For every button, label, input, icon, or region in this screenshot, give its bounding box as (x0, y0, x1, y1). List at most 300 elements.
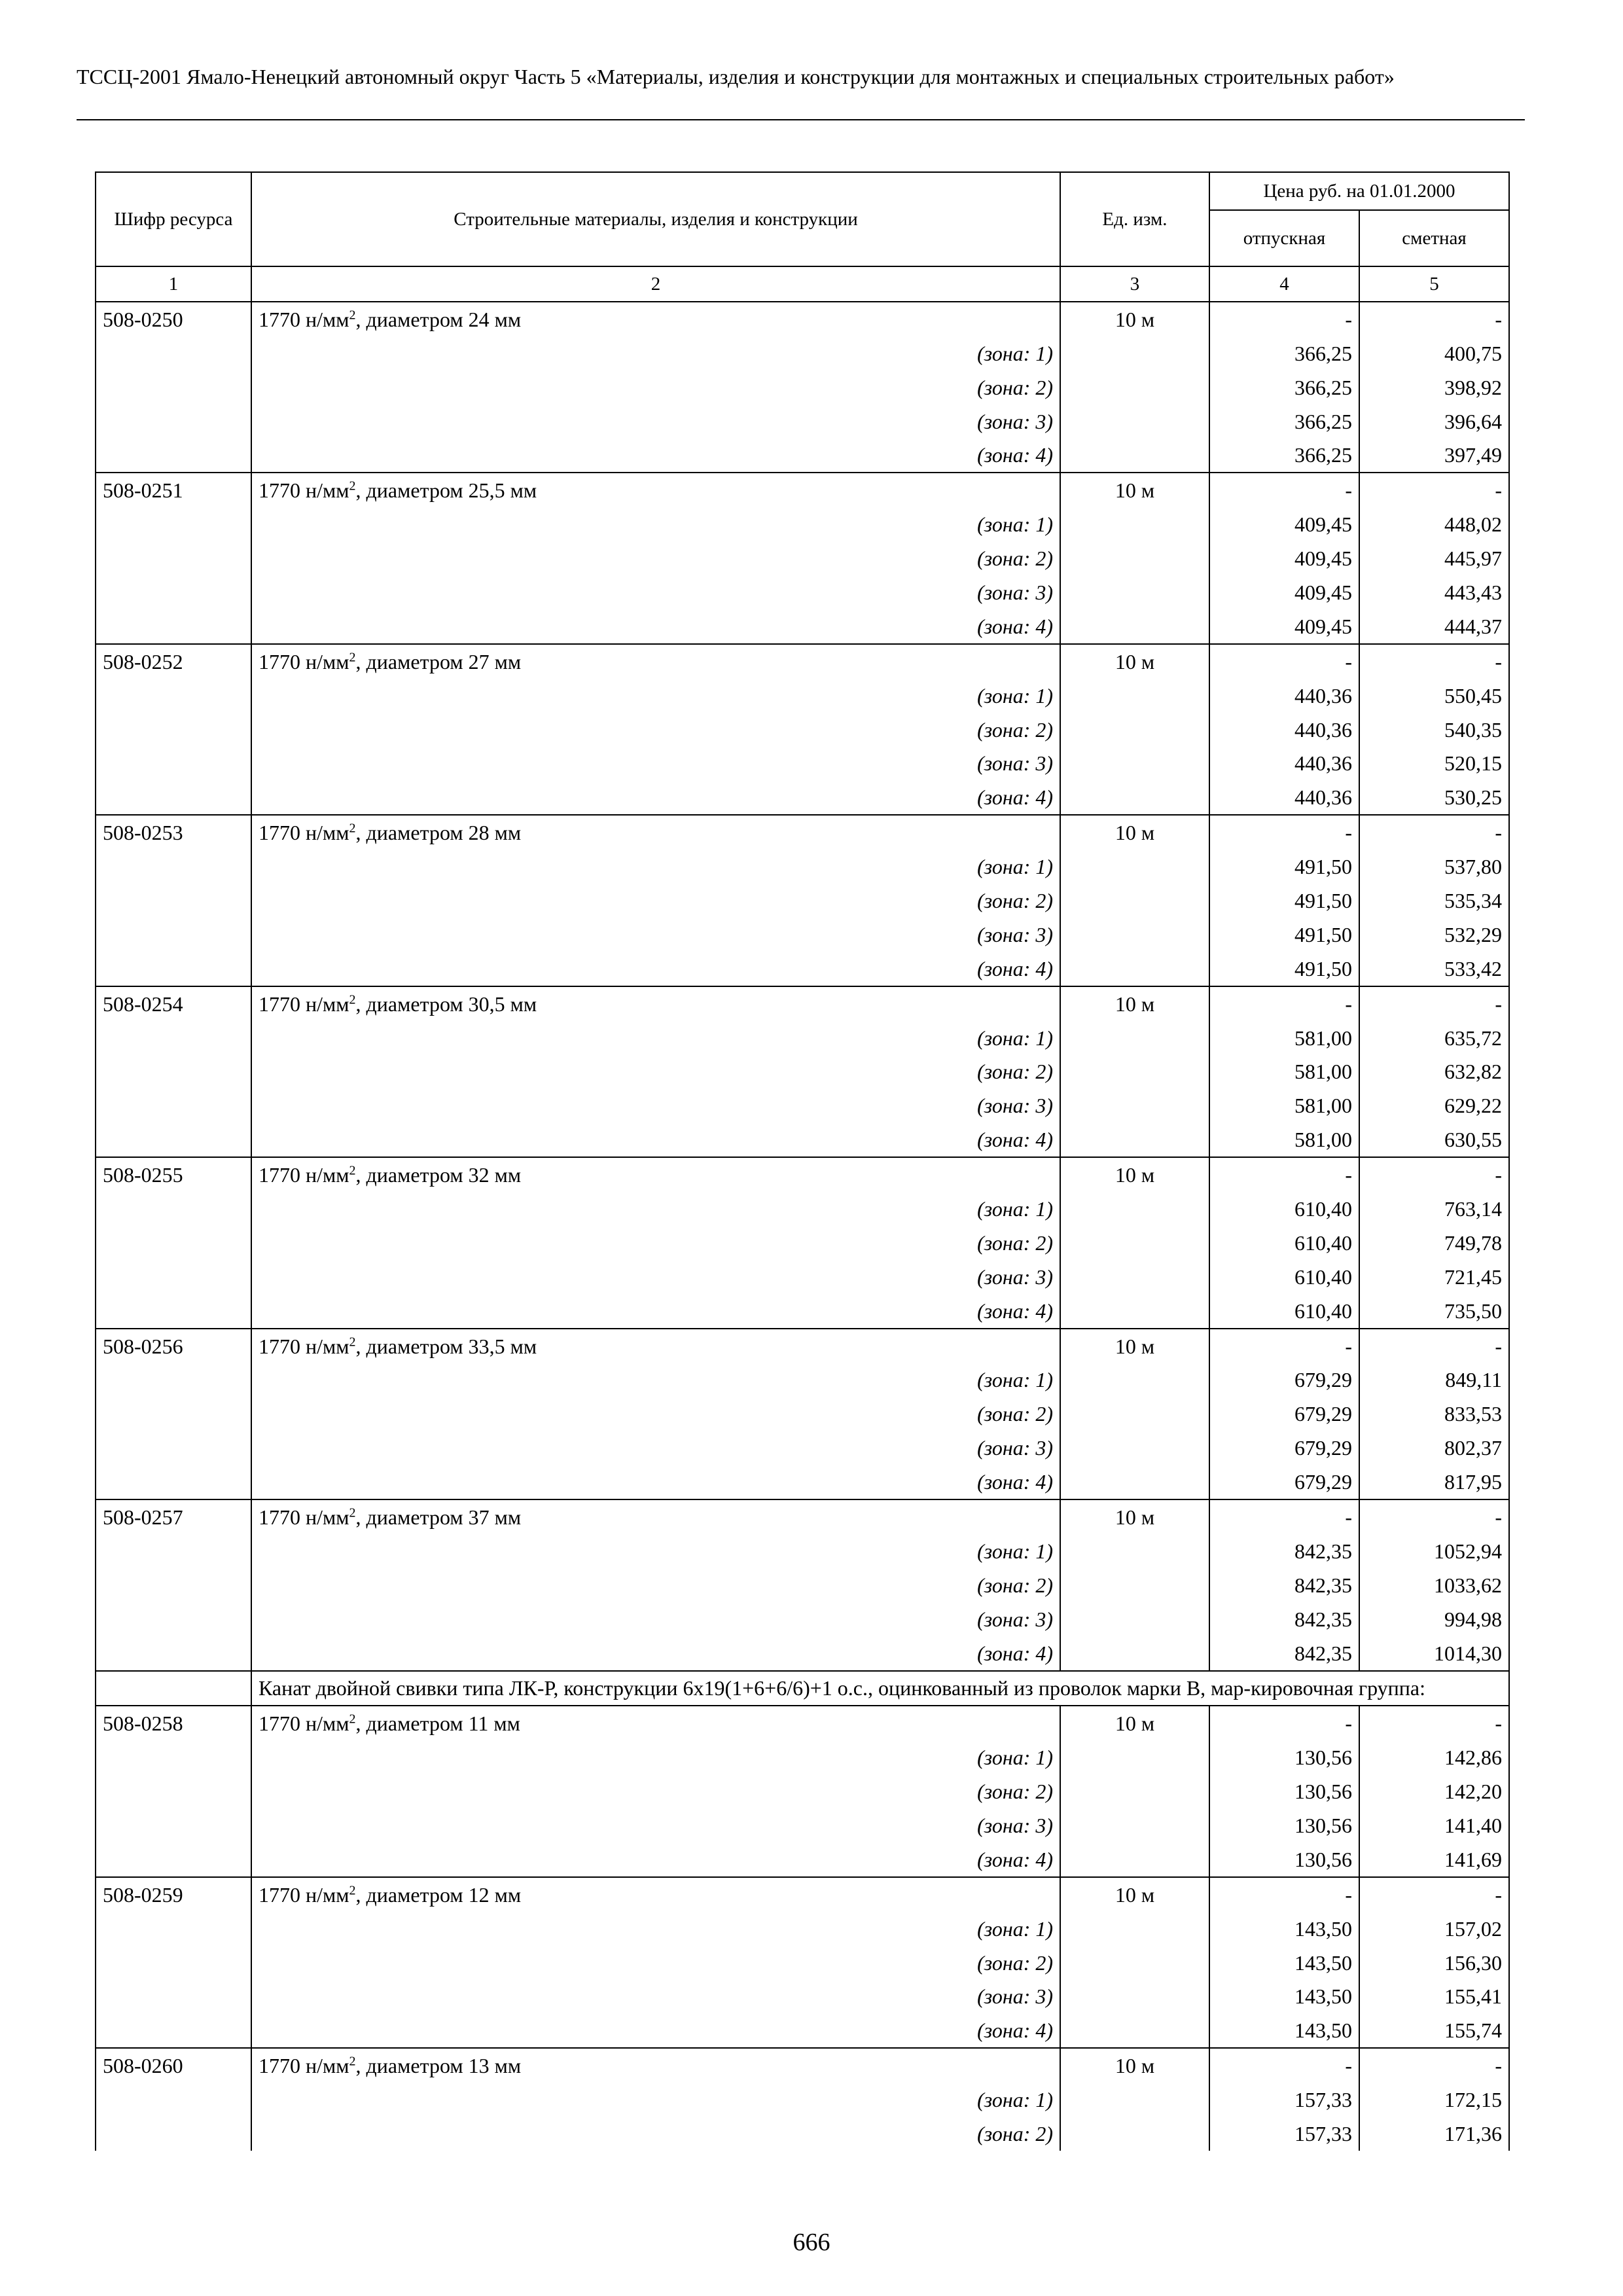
zone-label: (зона: 3) (251, 1260, 1060, 1294)
empty-code-cell (96, 1192, 251, 1226)
release-price: 366,25 (1209, 404, 1359, 439)
superscript: 2 (349, 1163, 356, 1178)
zone-label: (зона: 4) (251, 952, 1060, 986)
column-number: 3 (1060, 266, 1209, 302)
zone-row (96, 1431, 1509, 1465)
resource-row (96, 2048, 1509, 2083)
resource-name (251, 1157, 1060, 1192)
release-price: 130,56 (1209, 1808, 1359, 1842)
release-price: - (1209, 2048, 1359, 2083)
group-row (96, 1671, 1509, 1706)
superscript: 2 (349, 821, 356, 836)
zone-label: (зона: 4) (251, 609, 1060, 644)
estimate-price: - (1359, 302, 1509, 336)
estimate-price: 444,37 (1359, 609, 1509, 644)
zone-label: (зона: 2) (251, 713, 1060, 747)
release-price: 440,36 (1209, 780, 1359, 815)
release-price: 491,50 (1209, 850, 1359, 884)
estimate-price: - (1359, 1706, 1509, 1740)
estimate-price: 763,14 (1359, 1192, 1509, 1226)
estimate-price: 155,41 (1359, 1980, 1509, 2014)
zone-row (96, 575, 1509, 609)
superscript: 2 (349, 1883, 356, 1898)
zone-row (96, 1842, 1509, 1877)
empty-code-cell (96, 541, 251, 575)
empty-unit-cell (1060, 884, 1209, 918)
superscript: 2 (349, 992, 356, 1007)
empty-code-cell (96, 679, 251, 713)
empty-code-cell (96, 1568, 251, 1602)
estimate-price: 156,30 (1359, 1946, 1509, 1980)
release-price: - (1209, 644, 1359, 679)
empty-unit-cell (1060, 780, 1209, 815)
zone-label: (зона: 3) (251, 1431, 1060, 1465)
release-price: 581,00 (1209, 1088, 1359, 1122)
resource-row (96, 1329, 1509, 1363)
resource-name-suffix: , диаметром 28 мм (355, 821, 522, 845)
estimate-price: 400,75 (1359, 336, 1509, 370)
empty-code-cell (96, 1431, 251, 1465)
resource-name (251, 1877, 1060, 1912)
release-price: 679,29 (1209, 1431, 1359, 1465)
estimate-price: 1033,62 (1359, 1568, 1509, 1602)
release-price: 679,29 (1209, 1363, 1359, 1397)
empty-unit-cell (1060, 1808, 1209, 1842)
empty-code-cell (96, 1363, 251, 1397)
zone-label: (зона: 4) (251, 1842, 1060, 1877)
resource-name-suffix: , диаметром 13 мм (355, 2054, 522, 2078)
estimate-price: 1014,30 (1359, 1636, 1509, 1671)
estimate-price: 172,15 (1359, 2083, 1509, 2117)
empty-code-cell (96, 918, 251, 952)
empty-code-cell (96, 370, 251, 404)
header-divider (77, 119, 1525, 120)
empty-unit-cell (1060, 1980, 1209, 2014)
resource-name (251, 1499, 1060, 1534)
column-header-estimate: сметная (1359, 210, 1509, 266)
zone-label: (зона: 2) (251, 1568, 1060, 1602)
price-table (95, 171, 1510, 2151)
resource-name-prefix: 1770 н/мм (259, 2054, 349, 2078)
empty-code-cell (96, 746, 251, 780)
resource-row (96, 1877, 1509, 1912)
empty-unit-cell (1060, 1568, 1209, 1602)
empty-code-cell (96, 1602, 251, 1636)
resource-name (251, 986, 1060, 1021)
estimate-price: 445,97 (1359, 541, 1509, 575)
zone-row (96, 1568, 1509, 1602)
resource-name-suffix: , диаметром 32 мм (355, 1163, 522, 1187)
zone-row (96, 2117, 1509, 2151)
release-price: - (1209, 302, 1359, 336)
resource-row (96, 302, 1509, 336)
zone-row (96, 952, 1509, 986)
estimate-price: 142,86 (1359, 1740, 1509, 1774)
resource-row (96, 1706, 1509, 1740)
zone-row (96, 336, 1509, 370)
empty-code-cell (96, 1912, 251, 1946)
superscript: 2 (349, 1505, 356, 1520)
estimate-price: 849,11 (1359, 1363, 1509, 1397)
zone-label: (зона: 1) (251, 1912, 1060, 1946)
column-header-price: Цена руб. на 01.01.2000 (1209, 172, 1509, 210)
zone-row (96, 1260, 1509, 1294)
zone-label: (зона: 2) (251, 370, 1060, 404)
zone-row (96, 1636, 1509, 1671)
zone-label: (зона: 3) (251, 1602, 1060, 1636)
release-price: 842,35 (1209, 1568, 1359, 1602)
resource-name (251, 302, 1060, 336)
resource-name (251, 1706, 1060, 1740)
superscript: 2 (349, 308, 356, 323)
resource-row (96, 473, 1509, 507)
empty-unit-cell (1060, 1088, 1209, 1122)
resource-row (96, 1157, 1509, 1192)
zone-row (96, 850, 1509, 884)
zone-label: (зона: 2) (251, 1054, 1060, 1088)
zone-label: (зона: 4) (251, 1122, 1060, 1157)
empty-code-cell (96, 1397, 251, 1431)
empty-unit-cell (1060, 1054, 1209, 1088)
resource-name-prefix: 1770 н/мм (259, 821, 349, 845)
estimate-price: 550,45 (1359, 679, 1509, 713)
group-code-cell (96, 1671, 251, 1706)
estimate-price: 817,95 (1359, 1465, 1509, 1499)
resource-code: 508-0256 (96, 1329, 251, 1363)
resource-row (96, 986, 1509, 1021)
empty-unit-cell (1060, 1122, 1209, 1157)
empty-code-cell (96, 1842, 251, 1877)
empty-code-cell (96, 507, 251, 541)
empty-code-cell (96, 1636, 251, 1671)
zone-row (96, 438, 1509, 473)
empty-code-cell (96, 2013, 251, 2048)
resource-name (251, 815, 1060, 850)
release-price: 581,00 (1209, 1054, 1359, 1088)
unit-cell: 10 м (1060, 302, 1209, 336)
release-price: - (1209, 473, 1359, 507)
empty-code-cell (96, 850, 251, 884)
resource-name-prefix: 1770 н/мм (259, 307, 349, 331)
unit-cell: 10 м (1060, 986, 1209, 1021)
superscript: 2 (349, 2054, 356, 2069)
estimate-price: 155,74 (1359, 2013, 1509, 2048)
resource-name-suffix: , диаметром 30,5 мм (355, 992, 537, 1016)
zone-label: (зона: 2) (251, 1946, 1060, 1980)
column-number-row (96, 266, 1509, 302)
empty-code-cell (96, 404, 251, 439)
release-price: - (1209, 1877, 1359, 1912)
empty-unit-cell (1060, 918, 1209, 952)
unit-cell: 10 м (1060, 1706, 1209, 1740)
zone-row (96, 679, 1509, 713)
release-price: 491,50 (1209, 884, 1359, 918)
zone-row (96, 1226, 1509, 1260)
resource-name (251, 2048, 1060, 2083)
zone-label: (зона: 3) (251, 746, 1060, 780)
resource-name-suffix: , диаметром 27 мм (355, 649, 522, 673)
estimate-price: 994,98 (1359, 1602, 1509, 1636)
unit-cell: 10 м (1060, 1157, 1209, 1192)
resource-code: 508-0257 (96, 1499, 251, 1534)
empty-unit-cell (1060, 336, 1209, 370)
unit-cell: 10 м (1060, 2048, 1209, 2083)
zone-label: (зона: 1) (251, 1192, 1060, 1226)
estimate-price: 448,02 (1359, 507, 1509, 541)
resource-name-suffix: , диаметром 33,5 мм (355, 1334, 537, 1358)
zone-row (96, 541, 1509, 575)
column-header-unit: Ед. изм. (1060, 172, 1209, 266)
release-price: 842,35 (1209, 1636, 1359, 1671)
resource-code: 508-0252 (96, 644, 251, 679)
zone-row (96, 780, 1509, 815)
release-price: 130,56 (1209, 1740, 1359, 1774)
empty-code-cell (96, 780, 251, 815)
resource-name-prefix: 1770 н/мм (259, 1712, 349, 1736)
zone-label: (зона: 4) (251, 2013, 1060, 2048)
resource-row (96, 1499, 1509, 1534)
empty-unit-cell (1060, 541, 1209, 575)
zone-label: (зона: 4) (251, 438, 1060, 473)
zone-label: (зона: 4) (251, 1465, 1060, 1499)
estimate-price: 721,45 (1359, 1260, 1509, 1294)
release-price: 491,50 (1209, 918, 1359, 952)
zone-label: (зона: 1) (251, 1363, 1060, 1397)
resource-code: 508-0258 (96, 1706, 251, 1740)
group-title: Канат двойной свивки типа ЛК-Р, конструкции 6х19(1+6+6/6)+1 о.с., оцинкованный из проволок марки В, мар-кировочная группа: (251, 1671, 1509, 1706)
resource-name-prefix: 1770 н/мм (259, 478, 349, 503)
column-number: 2 (251, 266, 1060, 302)
resource-name-prefix: 1770 н/мм (259, 649, 349, 673)
zone-label: (зона: 2) (251, 1774, 1060, 1808)
estimate-price: - (1359, 815, 1509, 850)
empty-unit-cell (1060, 2013, 1209, 2048)
empty-unit-cell (1060, 609, 1209, 644)
estimate-price: 142,20 (1359, 1774, 1509, 1808)
empty-unit-cell (1060, 1912, 1209, 1946)
zone-label: (зона: 4) (251, 1636, 1060, 1671)
empty-code-cell (96, 1122, 251, 1157)
column-header-release: отпускная (1209, 210, 1359, 266)
empty-unit-cell (1060, 1946, 1209, 1980)
zone-label: (зона: 2) (251, 1226, 1060, 1260)
resource-code: 508-0253 (96, 815, 251, 850)
zone-label: (зона: 1) (251, 850, 1060, 884)
empty-unit-cell (1060, 404, 1209, 439)
release-price: 491,50 (1209, 952, 1359, 986)
release-price: - (1209, 1157, 1359, 1192)
zone-row (96, 1946, 1509, 1980)
release-price: 366,25 (1209, 438, 1359, 473)
empty-unit-cell (1060, 438, 1209, 473)
empty-unit-cell (1060, 370, 1209, 404)
superscript: 2 (349, 650, 356, 665)
zone-label: (зона: 3) (251, 404, 1060, 439)
zone-row (96, 918, 1509, 952)
column-header-code: Шифр ресурса (96, 172, 251, 266)
empty-unit-cell (1060, 507, 1209, 541)
empty-code-cell (96, 609, 251, 644)
zone-label: (зона: 2) (251, 541, 1060, 575)
zone-label: (зона: 2) (251, 884, 1060, 918)
empty-code-cell (96, 1054, 251, 1088)
zone-row (96, 1397, 1509, 1431)
resource-name-suffix: , диаметром 25,5 мм (355, 478, 537, 503)
zone-row (96, 1912, 1509, 1946)
empty-code-cell (96, 952, 251, 986)
release-price: - (1209, 815, 1359, 850)
empty-code-cell (96, 1260, 251, 1294)
empty-code-cell (96, 1021, 251, 1055)
resource-code: 508-0251 (96, 473, 251, 507)
table-body (96, 302, 1509, 2151)
empty-unit-cell (1060, 1397, 1209, 1431)
release-price: 366,25 (1209, 336, 1359, 370)
resource-code: 508-0255 (96, 1157, 251, 1192)
empty-unit-cell (1060, 1260, 1209, 1294)
release-price: 581,00 (1209, 1021, 1359, 1055)
empty-unit-cell (1060, 1363, 1209, 1397)
release-price: 440,36 (1209, 746, 1359, 780)
estimate-price: 540,35 (1359, 713, 1509, 747)
empty-unit-cell (1060, 2117, 1209, 2151)
resource-name-prefix: 1770 н/мм (259, 992, 349, 1016)
release-price: 130,56 (1209, 1774, 1359, 1808)
zone-row (96, 1808, 1509, 1842)
estimate-price: 530,25 (1359, 780, 1509, 815)
release-price: - (1209, 1706, 1359, 1740)
release-price: 409,45 (1209, 609, 1359, 644)
resource-name (251, 644, 1060, 679)
resource-name-suffix: , диаметром 12 мм (355, 1882, 522, 1907)
zone-label: (зона: 3) (251, 918, 1060, 952)
empty-code-cell (96, 2117, 251, 2151)
zone-row (96, 884, 1509, 918)
zone-label: (зона: 1) (251, 1740, 1060, 1774)
zone-label: (зона: 1) (251, 1021, 1060, 1055)
empty-unit-cell (1060, 746, 1209, 780)
estimate-price: - (1359, 1877, 1509, 1912)
release-price: 440,36 (1209, 679, 1359, 713)
empty-code-cell (96, 1946, 251, 1980)
release-price: 842,35 (1209, 1602, 1359, 1636)
unit-cell: 10 м (1060, 473, 1209, 507)
estimate-price: 532,29 (1359, 918, 1509, 952)
column-number: 4 (1209, 266, 1359, 302)
estimate-price: 629,22 (1359, 1088, 1509, 1122)
zone-row (96, 507, 1509, 541)
release-price: 440,36 (1209, 713, 1359, 747)
zone-label: (зона: 3) (251, 575, 1060, 609)
zone-row (96, 1465, 1509, 1499)
estimate-price: 749,78 (1359, 1226, 1509, 1260)
empty-unit-cell (1060, 1465, 1209, 1499)
empty-unit-cell (1060, 1636, 1209, 1671)
estimate-price: 397,49 (1359, 438, 1509, 473)
empty-unit-cell (1060, 713, 1209, 747)
zone-row (96, 1980, 1509, 2014)
release-price: 130,56 (1209, 1842, 1359, 1877)
zone-label: (зона: 2) (251, 1397, 1060, 1431)
estimate-price: 735,50 (1359, 1294, 1509, 1329)
empty-code-cell (96, 336, 251, 370)
estimate-price: 630,55 (1359, 1122, 1509, 1157)
release-price: 143,50 (1209, 1980, 1359, 2014)
empty-unit-cell (1060, 1842, 1209, 1877)
release-price: 143,50 (1209, 1946, 1359, 1980)
estimate-price: 141,40 (1359, 1808, 1509, 1842)
empty-code-cell (96, 1465, 251, 1499)
release-price: 157,33 (1209, 2083, 1359, 2117)
resource-code: 508-0254 (96, 986, 251, 1021)
estimate-price: - (1359, 473, 1509, 507)
release-price: - (1209, 986, 1359, 1021)
resource-name-prefix: 1770 н/мм (259, 1505, 349, 1529)
estimate-price: 396,64 (1359, 404, 1509, 439)
empty-code-cell (96, 1226, 251, 1260)
zone-label: (зона: 1) (251, 679, 1060, 713)
zone-label: (зона: 4) (251, 780, 1060, 815)
superscript: 2 (349, 1712, 356, 1727)
resource-name-prefix: 1770 н/мм (259, 1334, 349, 1358)
unit-cell: 10 м (1060, 1499, 1209, 1534)
zone-label: (зона: 3) (251, 1808, 1060, 1842)
column-header-name: Строительные материалы, изделия и конструкции (251, 172, 1060, 266)
release-price: 679,29 (1209, 1465, 1359, 1499)
release-price: 157,33 (1209, 2117, 1359, 2151)
superscript: 2 (349, 478, 356, 493)
zone-row (96, 1122, 1509, 1157)
zone-row (96, 1602, 1509, 1636)
release-price: - (1209, 1329, 1359, 1363)
resource-row (96, 815, 1509, 850)
zone-row (96, 1774, 1509, 1808)
estimate-price: 535,34 (1359, 884, 1509, 918)
zone-row (96, 2083, 1509, 2117)
estimate-price: 443,43 (1359, 575, 1509, 609)
resource-name (251, 1329, 1060, 1363)
zone-row (96, 1192, 1509, 1226)
empty-unit-cell (1060, 1021, 1209, 1055)
release-price: 143,50 (1209, 1912, 1359, 1946)
empty-code-cell (96, 1294, 251, 1329)
zone-row (96, 1534, 1509, 1568)
zone-row (96, 1294, 1509, 1329)
unit-cell: 10 м (1060, 1877, 1209, 1912)
release-price: 610,40 (1209, 1294, 1359, 1329)
empty-unit-cell (1060, 1192, 1209, 1226)
estimate-price: - (1359, 1499, 1509, 1534)
empty-unit-cell (1060, 1602, 1209, 1636)
release-price: 610,40 (1209, 1226, 1359, 1260)
empty-code-cell (96, 884, 251, 918)
empty-unit-cell (1060, 1431, 1209, 1465)
estimate-price: 635,72 (1359, 1021, 1509, 1055)
zone-row (96, 1088, 1509, 1122)
unit-cell: 10 м (1060, 815, 1209, 850)
empty-unit-cell (1060, 850, 1209, 884)
estimate-price: 533,42 (1359, 952, 1509, 986)
release-price: 143,50 (1209, 2013, 1359, 2048)
release-price: 842,35 (1209, 1534, 1359, 1568)
zone-label: (зона: 3) (251, 1980, 1060, 2014)
unit-cell: 10 м (1060, 644, 1209, 679)
column-number: 1 (96, 266, 251, 302)
zone-label: (зона: 1) (251, 2083, 1060, 2117)
zone-label: (зона: 1) (251, 336, 1060, 370)
empty-code-cell (96, 1808, 251, 1842)
zone-row (96, 404, 1509, 439)
